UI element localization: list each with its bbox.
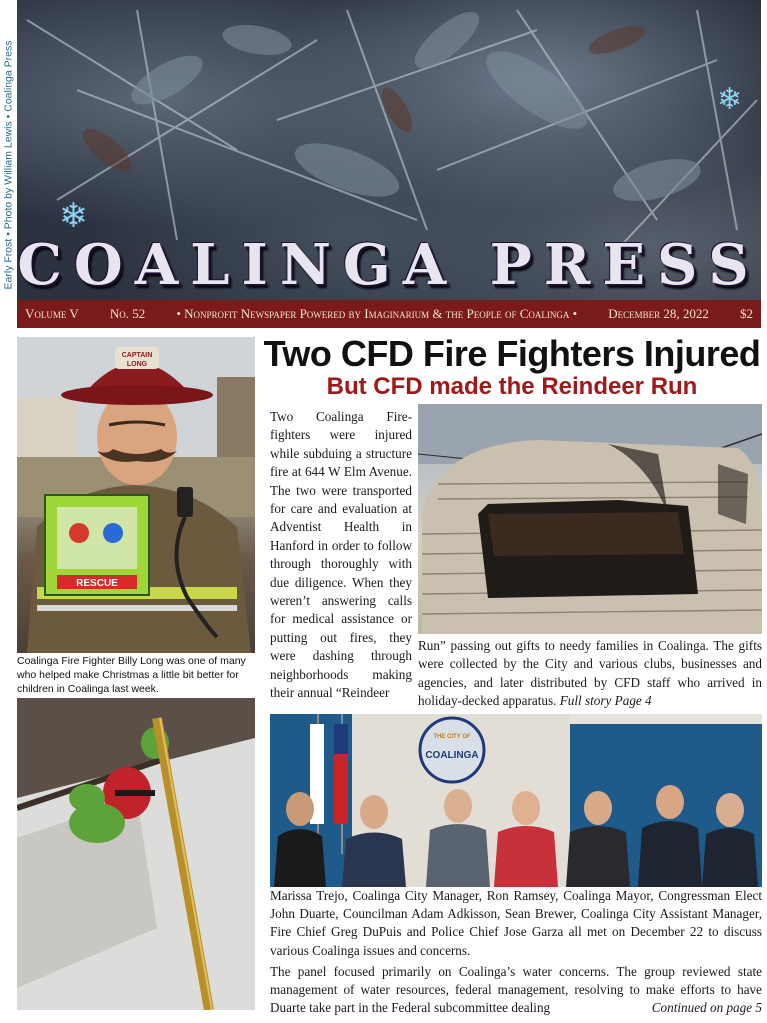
firefighter-photo-caption: Coalinga Fire Fighter Billy Long was one of many who helped make Christmas a little bit better for children in Coalinga last week. (17, 655, 246, 695)
council-meeting-illustration (270, 714, 762, 887)
issue-date: December 28, 2022 (608, 306, 709, 321)
side-photo-credit (0, 0, 16, 330)
council-meeting-photo (270, 714, 762, 887)
masthead-title: COALINGA PRESS (17, 232, 761, 298)
toy-box-text: RESCUE (76, 578, 118, 589)
issue-number: No. 52 (109, 306, 146, 321)
issue-price: $2 (739, 306, 753, 321)
helmet-name-text: LONG (126, 361, 148, 368)
masthead-info-bar (17, 300, 761, 328)
water-story-text: The panel focused primarily on Coalinga’s water concerns. The group reviewed state management of water resources, federal management, resolving to make efforts to have Duarte take part in the Federal subcommittee dealing (270, 964, 762, 1016)
lead-story-column-1: Two Coalinga Fire-fighters were injured while subduing a structure fire at 644 W Elm Avenue. The two were transported for care and evaluation at Adventist Health in Hanford in order to follow through thoroughly with due diligence. When they weren’t answering calls for medical assistance or putting out fires, they were dashing through neighborhoods making their annual “Reindeer (270, 409, 412, 701)
water-story-paragraph (270, 963, 762, 1018)
tagline: • Nonprofit Newspaper Powered by Imaginarium & the People of Coalinga • (176, 306, 578, 321)
lead-story-column-2 (418, 637, 762, 711)
city-seal-top-text: THE CITY OF (433, 734, 471, 740)
burned-trailer-photo (418, 404, 762, 634)
city-seal-name-text: COALINGA (425, 750, 479, 761)
snowflake-icon: ❄ (59, 196, 88, 236)
full-story-link[interactable]: Full story Page 4 (559, 693, 652, 709)
council-photo-caption: Marissa Trejo, Coalinga City Manager, Ron Ramsey, Coalinga Mayor, Congressman Elect John Duarte, Councilman Adam Adkisson, Sean Brewer, Coalinga City Assistant Manager, Fire Chief Greg DuPuis and Police Chief Jose Garza all met on December 22 to discuss various Coalinga issues and concerns. (270, 888, 762, 958)
volume-label: Volume V (25, 306, 79, 321)
helmet-captain-text: CAPTAIN (121, 352, 153, 359)
grinch-illustration (17, 698, 255, 1010)
firefighter-illustration (17, 337, 255, 653)
side-photo-credit-text: Early Frost • Photo by William Lewis • Coalinga Press (2, 40, 14, 290)
lead-headline: Two CFD Fire Fighters Injured (263, 333, 761, 374)
snowflake-icon: ❄ (717, 82, 743, 117)
lead-subhead: But CFD made the Reindeer Run (326, 373, 698, 400)
burned-trailer-illustration (418, 404, 762, 634)
grinch-photo (17, 698, 255, 1010)
lead-story-column-2-text: Run” passing out gifts to needy families in Coalinga. The gifts were collected by the City and various clubs, businesses and agencies, and later distributed by CFD staff who arrived in holiday-decked apparatus. (418, 638, 762, 709)
firefighter-photo (17, 337, 255, 653)
masthead (17, 0, 761, 328)
continued-link[interactable]: Continued on page 5 (651, 1000, 762, 1016)
